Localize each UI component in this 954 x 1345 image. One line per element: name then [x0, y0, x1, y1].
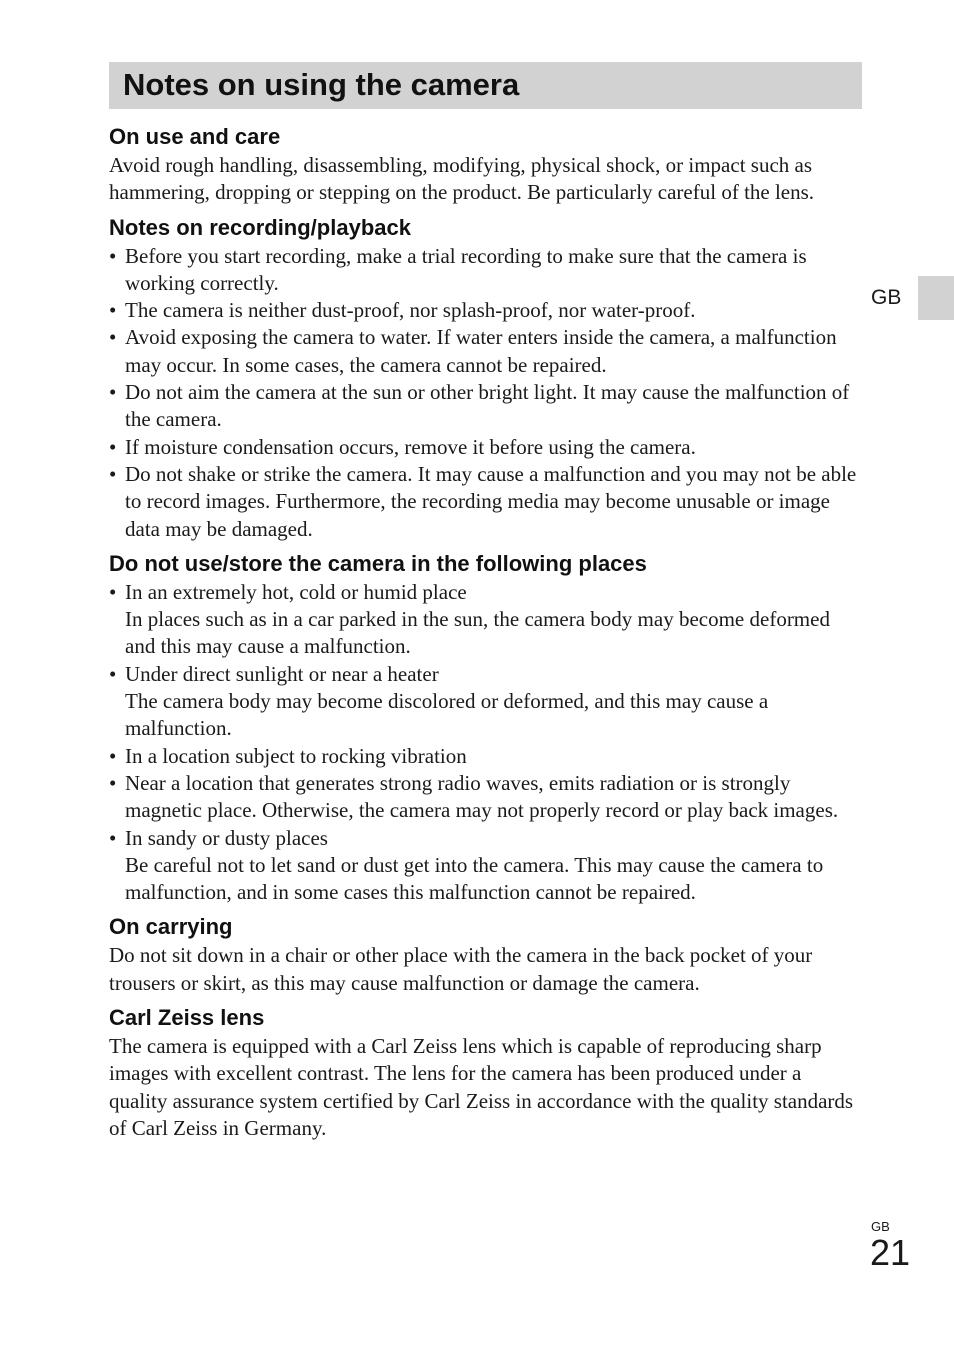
section-recording-playback — [109, 213, 862, 543]
bullet-item — [109, 579, 862, 661]
bullet-line: Near a location that generates strong radio waves, emits radiation or is strongly magnetic place. Otherwise, the camera may not properly record or play back images. — [125, 770, 839, 823]
side-tab — [918, 276, 954, 320]
section-heading: On use and care — [109, 124, 281, 149]
section-use-and-care — [109, 122, 862, 207]
section-paragraph: Avoid rough handling, disassembling, modifying, physical shock, or impact such as hammering, dropping or stepping on the product. Be particularly careful of the lens. — [109, 153, 815, 205]
section-places-to-avoid — [109, 549, 862, 907]
section-paragraph: The camera is equipped with a Carl Zeiss lens which is capable of reproducing sharp images with excellent contrast. The lens for the camera has been produced under a quality assurance system certified by Carl Zeiss in accordance with the quality standards of Carl Zeiss in Germany. — [109, 1034, 854, 1140]
bullet-line: In an extremely hot, cold or humid place — [125, 579, 467, 604]
bullet-line: In a location subject to rocking vibration — [125, 743, 467, 768]
bullet-item — [109, 825, 862, 907]
bullet-list — [109, 243, 862, 543]
side-language-label: GB — [871, 286, 902, 309]
bullet-detail: The camera body may become discolored or deformed, and this may cause a malfunction. — [125, 689, 769, 741]
section-heading: On carrying — [109, 914, 233, 940]
bullet-item: • Avoid exposing the camera to water. If water enters inside the camera, a malfunction may occur. In some cases, the camera cannot be repaired. — [109, 324, 862, 379]
section-paragraph: Do not sit down in a chair or other place with the camera in the back pocket of your trousers or skirt, as this may cause malfunction or damage the camera. — [109, 943, 813, 995]
section-on-carrying — [109, 912, 862, 997]
bullet-list — [109, 579, 862, 907]
bullet-detail: Be careful not to let sand or dust get into the camera. This may cause the camera to malfunction, and in some cases this malfunction cannot be repaired. — [125, 852, 824, 905]
bullet-item — [109, 770, 862, 825]
title-bar — [109, 62, 862, 109]
bullet-item — [109, 661, 862, 743]
section-heading: Notes on recording/playback — [109, 214, 411, 240]
bullet-line: In sandy or dusty places — [125, 825, 328, 850]
page-number: 21 — [870, 1232, 911, 1273]
content — [109, 122, 862, 1142]
bullet-item: • If moisture condensation occurs, remove it before using the camera. — [109, 434, 862, 461]
page-title: Notes on using the camera — [123, 67, 520, 102]
bullet-item: • Do not aim the camera at the sun or other bright light. It may cause the malfunction of the camera. — [109, 379, 862, 434]
section-carl-zeiss-lens — [109, 1003, 862, 1142]
bullet-item — [109, 743, 862, 770]
bullet-item: • The camera is neither dust-proof, nor splash-proof, nor water-proof. — [109, 297, 862, 324]
bullet-detail: In places such as in a car parked in the sun, the camera body may become deformed and this may cause a malfunction. — [125, 607, 830, 659]
footer-language-label: GB — [871, 1219, 890, 1234]
bullet-item: • Before you start recording, make a trial recording to make sure that the camera is working correctly. — [109, 243, 862, 298]
section-heading: Carl Zeiss lens — [109, 1005, 265, 1031]
bullet-item: • Do not shake or strike the camera. It may cause a malfunction and you may not be able to record images. Furthermore, the recording media may become unusable or image data may be damaged. — [109, 461, 862, 543]
bullet-line: Under direct sunlight or near a heater — [125, 661, 439, 686]
section-heading: Do not use/store the camera in the following places — [109, 550, 647, 576]
